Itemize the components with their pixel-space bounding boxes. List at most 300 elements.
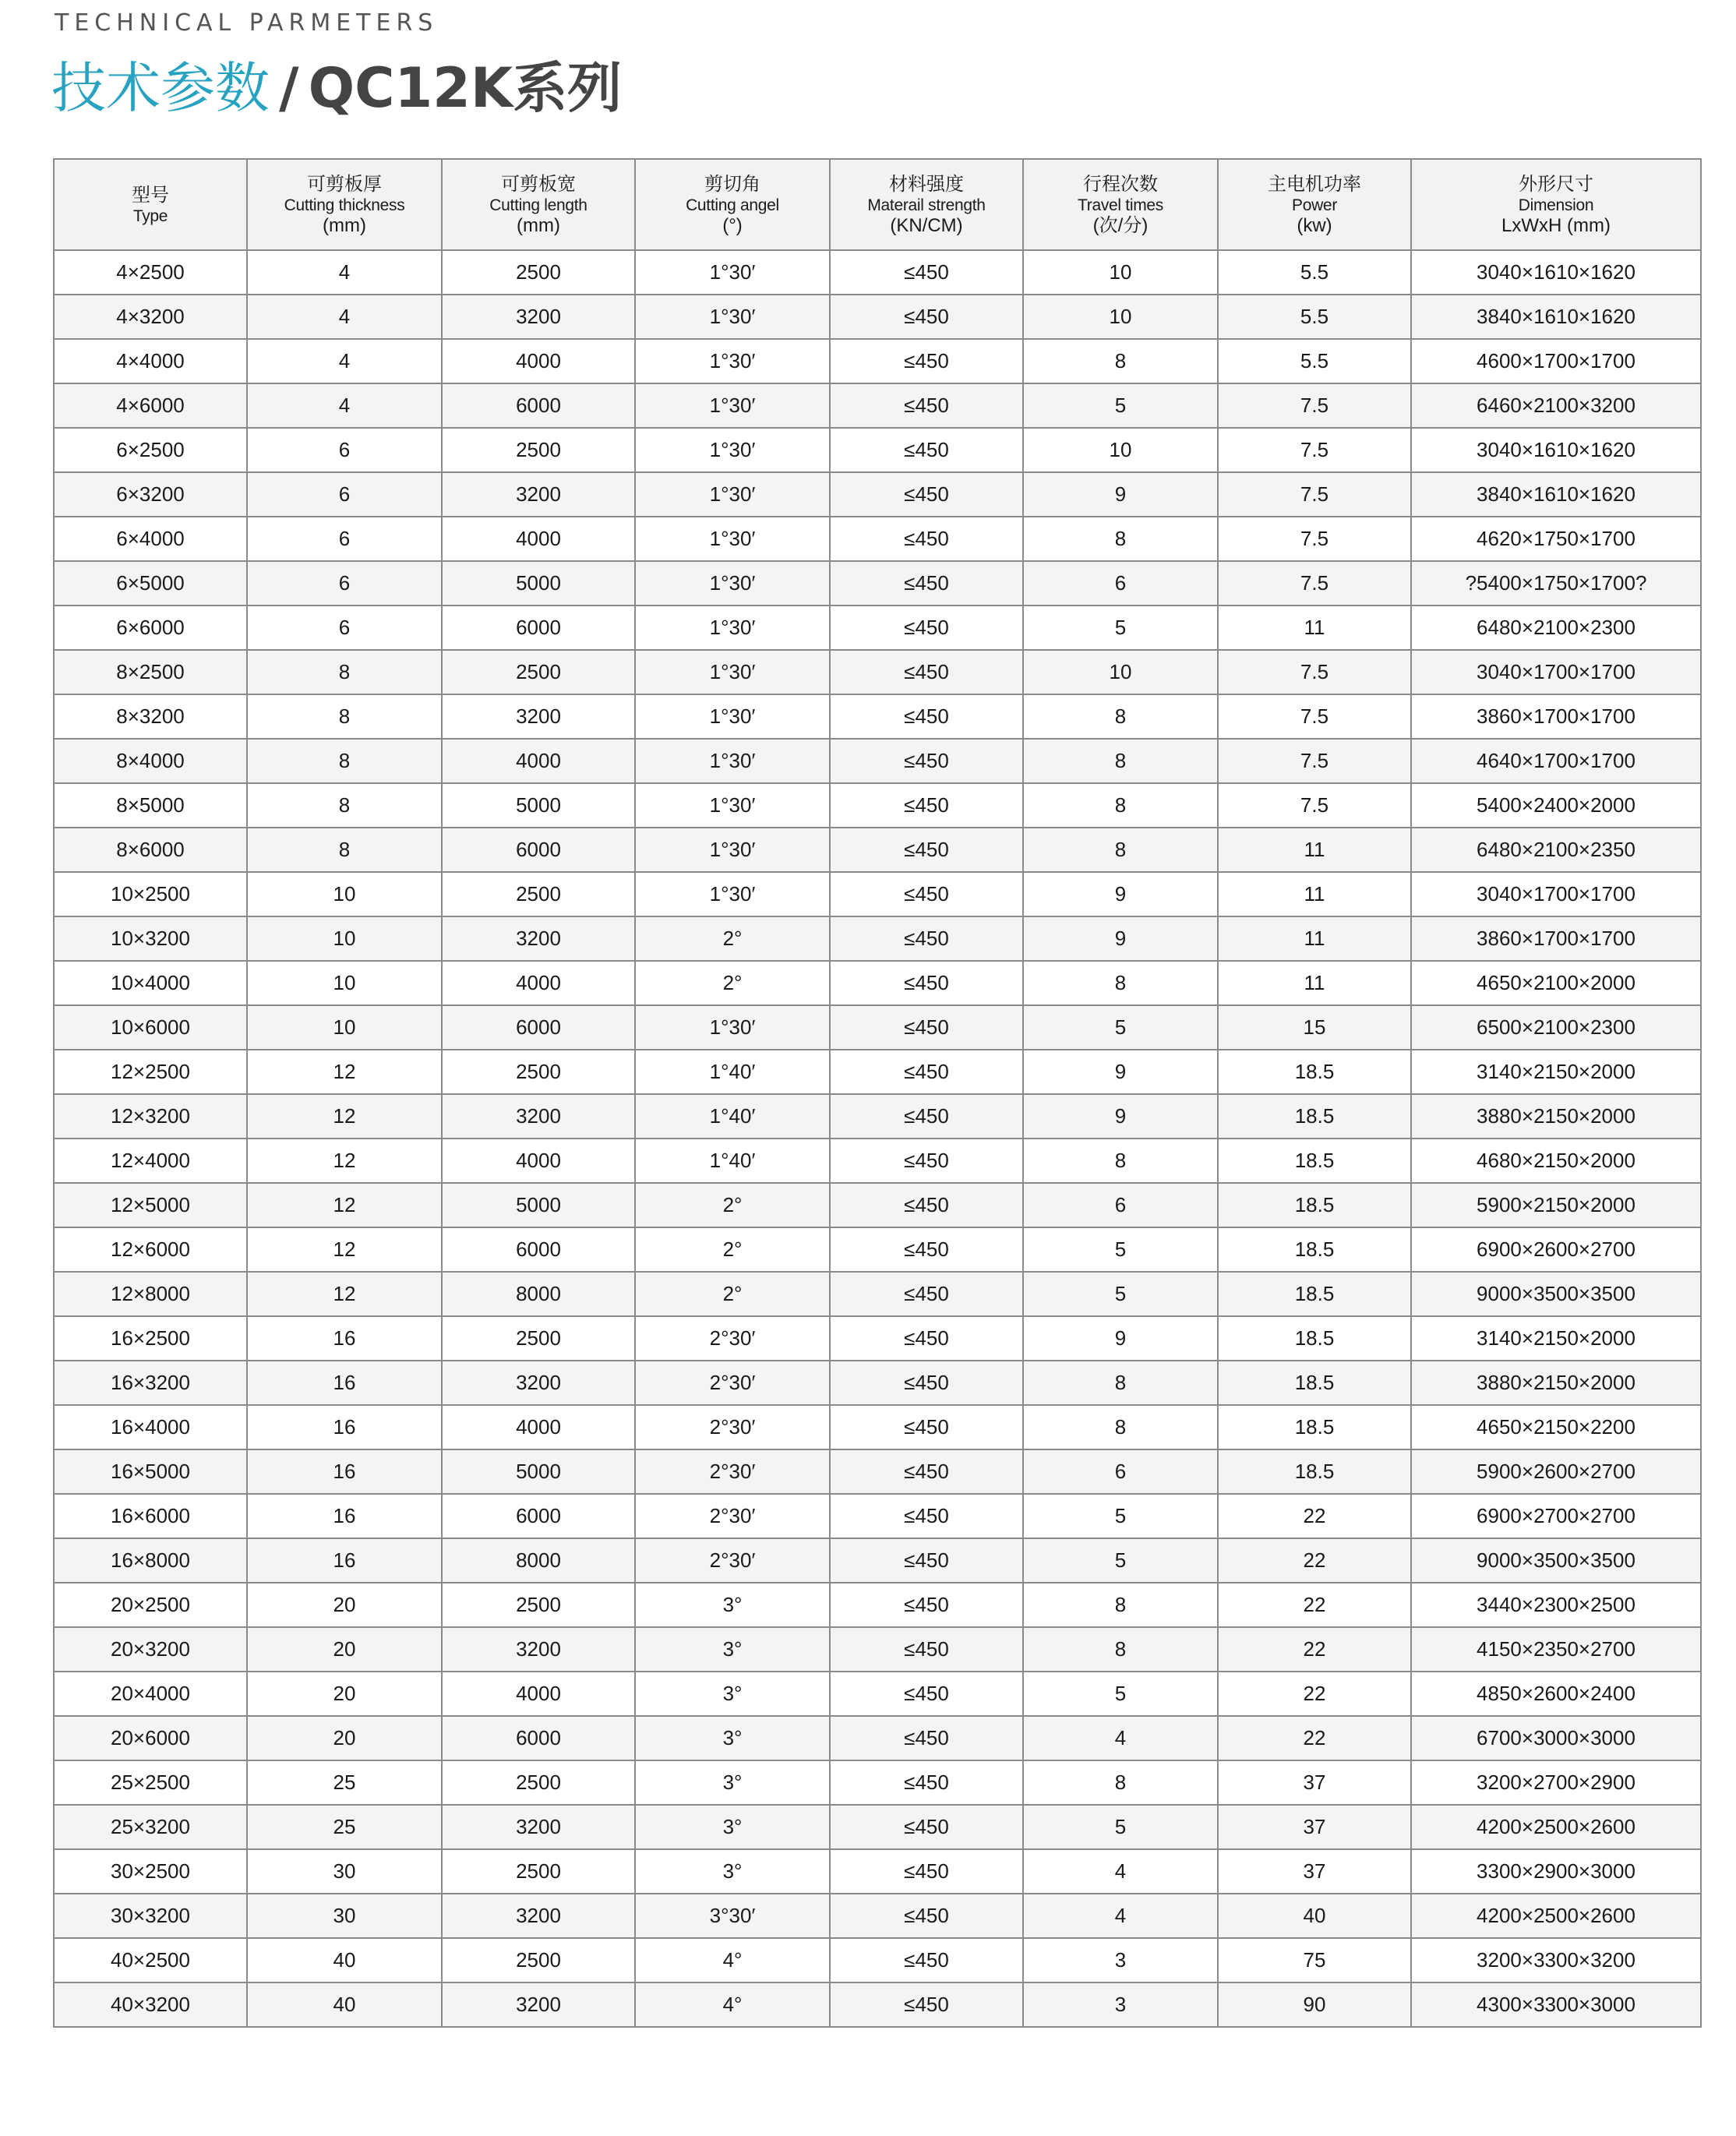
table-row xyxy=(54,1849,1701,1894)
page-title xyxy=(51,53,622,123)
table-cell: 8 xyxy=(1023,1583,1218,1627)
table-cell: 37 xyxy=(1218,1805,1411,1849)
table-cell: 1°40′ xyxy=(635,1050,830,1094)
table-cell: 10 xyxy=(247,872,442,916)
column-header-en: Materail strength xyxy=(867,196,986,214)
table-cell: 4000 xyxy=(442,739,635,783)
table-cell: 12 xyxy=(247,1050,442,1094)
table-cell: ≤450 xyxy=(830,605,1023,650)
table-cell: ≤450 xyxy=(830,650,1023,694)
title-chinese: 技术参数 xyxy=(51,56,270,120)
table-cell: ?5400×1750×1700? xyxy=(1411,561,1701,605)
table-cell: 6×4000 xyxy=(54,517,247,561)
table-cell: 18.5 xyxy=(1218,1316,1411,1361)
table-cell: 3200 xyxy=(442,472,635,517)
table-cell: 16×4000 xyxy=(54,1405,247,1449)
table-cell: 4600×1700×1700 xyxy=(1411,339,1701,383)
table-cell: 5 xyxy=(1023,1494,1218,1538)
table-cell: 2500 xyxy=(442,1760,635,1805)
table-cell: 2500 xyxy=(442,872,635,916)
table-cell: 11 xyxy=(1218,872,1411,916)
column-header-en: Travel times xyxy=(1078,196,1163,214)
table-cell: 2° xyxy=(635,961,830,1005)
table-cell: 3040×1700×1700 xyxy=(1411,650,1701,694)
table-cell: 9000×3500×3500 xyxy=(1411,1272,1701,1316)
table-cell: 4650×2150×2200 xyxy=(1411,1405,1701,1449)
table-row xyxy=(54,1494,1701,1538)
table-row xyxy=(54,694,1701,739)
table-cell: 2° xyxy=(635,1227,830,1272)
table-cell: 20 xyxy=(247,1583,442,1627)
table-cell: 4000 xyxy=(442,961,635,1005)
table-body xyxy=(54,250,1701,2027)
table-cell: 4 xyxy=(247,295,442,339)
table-cell: ≤450 xyxy=(830,1361,1023,1405)
column-header-cn: 剪切角 xyxy=(704,172,760,195)
table-cell: 6000 xyxy=(442,1005,635,1050)
table-cell: 12×5000 xyxy=(54,1183,247,1227)
table-cell: 4 xyxy=(1023,1716,1218,1760)
spec-table-container xyxy=(53,158,1700,2028)
column-header-unit: (次/分) xyxy=(1092,214,1149,236)
column-header xyxy=(54,159,247,250)
table-cell: 18.5 xyxy=(1218,1405,1411,1449)
table-cell: 8 xyxy=(1023,339,1218,383)
table-cell: 4000 xyxy=(442,1672,635,1716)
table-cell: 40 xyxy=(247,1938,442,1982)
table-cell: 20 xyxy=(247,1672,442,1716)
table-cell: 4×3200 xyxy=(54,295,247,339)
section-eyebrow: TECHNICAL PARMETERS xyxy=(55,9,439,37)
table-cell: 3200 xyxy=(442,1894,635,1938)
table-row xyxy=(54,295,1701,339)
table-cell: 5 xyxy=(1023,1805,1218,1849)
table-cell: ≤450 xyxy=(830,1050,1023,1094)
table-cell: 3840×1610×1620 xyxy=(1411,472,1701,517)
table-cell: 20×4000 xyxy=(54,1672,247,1716)
table-cell: 6460×2100×3200 xyxy=(1411,383,1701,428)
table-cell: 8 xyxy=(1023,1627,1218,1672)
table-cell: 2°30′ xyxy=(635,1316,830,1361)
table-cell: 3200 xyxy=(442,694,635,739)
table-cell: 18.5 xyxy=(1218,1272,1411,1316)
table-cell: 16×5000 xyxy=(54,1449,247,1494)
table-cell: 3200 xyxy=(442,1627,635,1672)
table-cell: 16×6000 xyxy=(54,1494,247,1538)
title-series: QC12K系列 xyxy=(308,56,623,120)
table-cell: 8 xyxy=(1023,739,1218,783)
table-cell: 12×4000 xyxy=(54,1139,247,1183)
table-cell: 10 xyxy=(1023,428,1218,472)
table-cell: 5 xyxy=(1023,1227,1218,1272)
table-cell: 18.5 xyxy=(1218,1183,1411,1227)
table-cell: 11 xyxy=(1218,916,1411,961)
table-cell: 3200 xyxy=(442,916,635,961)
column-header xyxy=(442,159,635,250)
table-cell: 3200×2700×2900 xyxy=(1411,1760,1701,1805)
table-cell: 2500 xyxy=(442,650,635,694)
table-cell: 4640×1700×1700 xyxy=(1411,739,1701,783)
table-cell: 5 xyxy=(1023,383,1218,428)
table-cell: 1°30′ xyxy=(635,295,830,339)
table-cell: 16 xyxy=(247,1494,442,1538)
table-cell: 11 xyxy=(1218,961,1411,1005)
table-cell: 1°30′ xyxy=(635,783,830,828)
table-cell: 8 xyxy=(1023,783,1218,828)
table-cell: 6×6000 xyxy=(54,605,247,650)
table-cell: ≤450 xyxy=(830,961,1023,1005)
table-cell: 7.5 xyxy=(1218,739,1411,783)
table-row xyxy=(54,339,1701,383)
table-cell: 5000 xyxy=(442,1183,635,1227)
table-cell: 5900×2600×2700 xyxy=(1411,1449,1701,1494)
table-cell: 4300×3300×3000 xyxy=(1411,1982,1701,2027)
table-cell: 1°30′ xyxy=(635,828,830,872)
column-header xyxy=(1218,159,1411,250)
table-cell: 22 xyxy=(1218,1627,1411,1672)
column-header-en: Cutting length xyxy=(489,196,587,214)
table-cell: 6 xyxy=(1023,561,1218,605)
table-cell: 3200×3300×3200 xyxy=(1411,1938,1701,1982)
table-cell: ≤450 xyxy=(830,1982,1023,2027)
table-cell: 8 xyxy=(247,828,442,872)
table-cell: 5900×2150×2000 xyxy=(1411,1183,1701,1227)
table-cell: ≤450 xyxy=(830,1894,1023,1938)
table-cell: 8 xyxy=(1023,1139,1218,1183)
table-cell: 8 xyxy=(1023,517,1218,561)
column-header-unit: (°) xyxy=(722,214,743,236)
table-cell: 2° xyxy=(635,1183,830,1227)
table-header-row xyxy=(54,159,1701,250)
table-row xyxy=(54,828,1701,872)
table-cell: 7.5 xyxy=(1218,517,1411,561)
table-cell: 40×3200 xyxy=(54,1982,247,2027)
table-cell: 8 xyxy=(247,783,442,828)
table-cell: 1°30′ xyxy=(635,694,830,739)
table-cell: 9 xyxy=(1023,472,1218,517)
table-cell: 1°30′ xyxy=(635,383,830,428)
table-cell: 6000 xyxy=(442,1227,635,1272)
table-cell: 4 xyxy=(1023,1849,1218,1894)
table-cell: 4000 xyxy=(442,339,635,383)
table-cell: ≤450 xyxy=(830,1672,1023,1716)
table-cell: 6×5000 xyxy=(54,561,247,605)
table-cell: 7.5 xyxy=(1218,783,1411,828)
table-cell: 1°40′ xyxy=(635,1094,830,1139)
table-cell: 10×6000 xyxy=(54,1005,247,1050)
table-cell: 6 xyxy=(247,472,442,517)
table-cell: 20 xyxy=(247,1627,442,1672)
table-cell: 6×3200 xyxy=(54,472,247,517)
table-cell: 5 xyxy=(1023,1672,1218,1716)
table-cell: 4680×2150×2000 xyxy=(1411,1139,1701,1183)
table-cell: 6480×2100×2300 xyxy=(1411,605,1701,650)
table-cell: ≤450 xyxy=(830,428,1023,472)
table-cell: 2500 xyxy=(442,1938,635,1982)
table-cell: 16×3200 xyxy=(54,1361,247,1405)
table-cell: 4° xyxy=(635,1982,830,2027)
table-cell: 1°30′ xyxy=(635,1005,830,1050)
table-cell: ≤450 xyxy=(830,1139,1023,1183)
table-cell: 2500 xyxy=(442,1849,635,1894)
table-cell: 16 xyxy=(247,1405,442,1449)
table-cell: ≤450 xyxy=(830,295,1023,339)
table-cell: 22 xyxy=(1218,1672,1411,1716)
column-header-cn: 外形尺寸 xyxy=(1519,172,1593,195)
table-cell: 4000 xyxy=(442,1139,635,1183)
table-cell: 1°30′ xyxy=(635,339,830,383)
table-cell: 3300×2900×3000 xyxy=(1411,1849,1701,1894)
table-cell: 16 xyxy=(247,1361,442,1405)
table-cell: ≤450 xyxy=(830,1849,1023,1894)
table-cell: 16 xyxy=(247,1449,442,1494)
table-row xyxy=(54,1139,1701,1183)
table-cell: 3040×1610×1620 xyxy=(1411,250,1701,295)
table-cell: 1°30′ xyxy=(635,872,830,916)
table-cell: 1°30′ xyxy=(635,650,830,694)
table-cell: 4620×1750×1700 xyxy=(1411,517,1701,561)
table-cell: 4650×2100×2000 xyxy=(1411,961,1701,1005)
table-cell: 1°30′ xyxy=(635,517,830,561)
table-cell: 8 xyxy=(247,739,442,783)
table-cell: 4200×2500×2600 xyxy=(1411,1894,1701,1938)
table-row xyxy=(54,605,1701,650)
column-header-cn: 主电机功率 xyxy=(1268,172,1361,195)
table-cell: 18.5 xyxy=(1218,1094,1411,1139)
table-cell: 22 xyxy=(1218,1583,1411,1627)
table-cell: 8 xyxy=(247,694,442,739)
table-cell: ≤450 xyxy=(830,1716,1023,1760)
table-cell: 2°30′ xyxy=(635,1538,830,1583)
table-cell: 10 xyxy=(1023,250,1218,295)
table-cell: 3040×1700×1700 xyxy=(1411,872,1701,916)
table-cell: 2°30′ xyxy=(635,1405,830,1449)
table-row xyxy=(54,1716,1701,1760)
table-cell: 20×2500 xyxy=(54,1583,247,1627)
column-header-unit: (mm) xyxy=(323,214,366,236)
table-cell: ≤450 xyxy=(830,561,1023,605)
table-cell: 9 xyxy=(1023,1050,1218,1094)
table-row xyxy=(54,1894,1701,1938)
table-cell: 11 xyxy=(1218,605,1411,650)
table-cell: 12 xyxy=(247,1094,442,1139)
table-cell: 18.5 xyxy=(1218,1227,1411,1272)
table-row xyxy=(54,739,1701,783)
table-cell: 6000 xyxy=(442,1494,635,1538)
column-header xyxy=(1023,159,1218,250)
table-cell: ≤450 xyxy=(830,872,1023,916)
table-cell: 4×6000 xyxy=(54,383,247,428)
table-cell: 30×3200 xyxy=(54,1894,247,1938)
table-cell: 8 xyxy=(247,650,442,694)
table-cell: 5.5 xyxy=(1218,295,1411,339)
table-cell: 9 xyxy=(1023,872,1218,916)
table-cell: 3 xyxy=(1023,1938,1218,1982)
table-cell: ≤450 xyxy=(830,472,1023,517)
table-row xyxy=(54,1805,1701,1849)
table-cell: 25×2500 xyxy=(54,1760,247,1805)
table-cell: ≤450 xyxy=(830,1449,1023,1494)
table-cell: 2500 xyxy=(442,428,635,472)
title-separator: / xyxy=(279,56,299,120)
column-header-unit: LxWxH (mm) xyxy=(1501,214,1611,236)
table-cell: 10×4000 xyxy=(54,961,247,1005)
table-cell: 6 xyxy=(247,605,442,650)
table-cell: 40 xyxy=(247,1982,442,2027)
table-cell: 2500 xyxy=(442,250,635,295)
column-header-unit: (kw) xyxy=(1297,214,1332,236)
table-cell: 10 xyxy=(247,961,442,1005)
table-cell: ≤450 xyxy=(830,1627,1023,1672)
table-cell: 12 xyxy=(247,1183,442,1227)
table-cell: 8 xyxy=(1023,694,1218,739)
table-cell: 5.5 xyxy=(1218,250,1411,295)
table-cell: 3° xyxy=(635,1672,830,1716)
table-cell: 16×2500 xyxy=(54,1316,247,1361)
table-row xyxy=(54,1094,1701,1139)
table-cell: 2500 xyxy=(442,1316,635,1361)
table-cell: 12×6000 xyxy=(54,1227,247,1272)
table-row xyxy=(54,383,1701,428)
column-header-cn: 型号 xyxy=(132,183,169,206)
table-cell: 12 xyxy=(247,1227,442,1272)
table-cell: 20×6000 xyxy=(54,1716,247,1760)
table-cell: 16×8000 xyxy=(54,1538,247,1583)
table-row xyxy=(54,1005,1701,1050)
table-cell: 10 xyxy=(247,916,442,961)
table-cell: 20×3200 xyxy=(54,1627,247,1672)
table-row xyxy=(54,1938,1701,1982)
table-cell: 3° xyxy=(635,1716,830,1760)
table-cell: 6000 xyxy=(442,828,635,872)
table-cell: ≤450 xyxy=(830,250,1023,295)
table-cell: 30 xyxy=(247,1894,442,1938)
table-row xyxy=(54,1760,1701,1805)
table-cell: 3860×1700×1700 xyxy=(1411,694,1701,739)
table-cell: 18.5 xyxy=(1218,1449,1411,1494)
table-cell: 8×5000 xyxy=(54,783,247,828)
table-cell: 4 xyxy=(1023,1894,1218,1938)
table-cell: ≤450 xyxy=(830,1583,1023,1627)
table-cell: 9 xyxy=(1023,916,1218,961)
table-cell: 18.5 xyxy=(1218,1139,1411,1183)
table-cell: ≤450 xyxy=(830,1094,1023,1139)
table-cell: 30×2500 xyxy=(54,1849,247,1894)
table-cell: 7.5 xyxy=(1218,472,1411,517)
table-row xyxy=(54,961,1701,1005)
table-cell: 8 xyxy=(1023,828,1218,872)
table-cell: 6000 xyxy=(442,383,635,428)
table-row xyxy=(54,1361,1701,1405)
table-cell: 6×2500 xyxy=(54,428,247,472)
column-header-en: Dimension xyxy=(1518,196,1594,214)
table-cell: 7.5 xyxy=(1218,561,1411,605)
table-cell: 4 xyxy=(247,339,442,383)
table-cell: ≤450 xyxy=(830,1227,1023,1272)
table-cell: 8 xyxy=(1023,1760,1218,1805)
table-cell: 4° xyxy=(635,1938,830,1982)
table-cell: 4 xyxy=(247,383,442,428)
column-header-en: Type xyxy=(132,207,168,225)
table-row xyxy=(54,1405,1701,1449)
table-cell: ≤450 xyxy=(830,1805,1023,1849)
table-cell: 6000 xyxy=(442,1716,635,1760)
table-cell: 3° xyxy=(635,1760,830,1805)
table-cell: 6500×2100×2300 xyxy=(1411,1005,1701,1050)
column-header xyxy=(1411,159,1701,250)
table-cell: 3880×2150×2000 xyxy=(1411,1094,1701,1139)
table-cell: ≤450 xyxy=(830,916,1023,961)
table-cell: 10 xyxy=(247,1005,442,1050)
table-cell: 3200 xyxy=(442,1094,635,1139)
table-cell: 8 xyxy=(1023,1405,1218,1449)
table-cell: 1°40′ xyxy=(635,1139,830,1183)
table-cell: 4 xyxy=(247,250,442,295)
column-header-en: Cutting angel xyxy=(686,196,779,214)
table-row xyxy=(54,250,1701,295)
table-cell: 10 xyxy=(1023,650,1218,694)
table-cell: 25 xyxy=(247,1760,442,1805)
table-row xyxy=(54,428,1701,472)
table-row xyxy=(54,561,1701,605)
table-cell: 12 xyxy=(247,1272,442,1316)
table-cell: 8×2500 xyxy=(54,650,247,694)
table-cell: 3840×1610×1620 xyxy=(1411,295,1701,339)
table-row xyxy=(54,1183,1701,1227)
table-cell: 12 xyxy=(247,1139,442,1183)
table-row xyxy=(54,1538,1701,1583)
table-cell: 25×3200 xyxy=(54,1805,247,1849)
table-cell: 18.5 xyxy=(1218,1361,1411,1405)
column-header-cn: 材料强度 xyxy=(889,172,964,195)
column-header-unit: (KN/CM) xyxy=(890,214,963,236)
table-cell: ≤450 xyxy=(830,1760,1023,1805)
table-cell: 3200 xyxy=(442,295,635,339)
table-cell: ≤450 xyxy=(830,1183,1023,1227)
table-cell: ≤450 xyxy=(830,1538,1023,1583)
table-cell: 40×2500 xyxy=(54,1938,247,1982)
spec-table xyxy=(53,158,1702,2028)
table-cell: ≤450 xyxy=(830,694,1023,739)
table-cell: 1°30′ xyxy=(635,428,830,472)
table-cell: 12×2500 xyxy=(54,1050,247,1094)
column-header-cn: 行程次数 xyxy=(1083,172,1158,195)
table-cell: 20 xyxy=(247,1716,442,1760)
table-cell: 16 xyxy=(247,1316,442,1361)
table-cell: 6 xyxy=(1023,1449,1218,1494)
table-cell: 8000 xyxy=(442,1272,635,1316)
table-row xyxy=(54,1227,1701,1272)
table-cell: 4×2500 xyxy=(54,250,247,295)
table-cell: 3° xyxy=(635,1583,830,1627)
table-cell: 9000×3500×3500 xyxy=(1411,1538,1701,1583)
table-cell: 1°30′ xyxy=(635,605,830,650)
table-cell: 4×4000 xyxy=(54,339,247,383)
column-header xyxy=(635,159,830,250)
table-cell: 8 xyxy=(1023,961,1218,1005)
table-cell: 16 xyxy=(247,1538,442,1583)
table-row xyxy=(54,1449,1701,1494)
table-cell: ≤450 xyxy=(830,339,1023,383)
table-cell: 8 xyxy=(1023,1361,1218,1405)
table-cell: 7.5 xyxy=(1218,428,1411,472)
table-cell: 2500 xyxy=(442,1050,635,1094)
table-cell: ≤450 xyxy=(830,1494,1023,1538)
table-cell: 37 xyxy=(1218,1760,1411,1805)
table-row xyxy=(54,916,1701,961)
table-cell: 5000 xyxy=(442,561,635,605)
table-cell: 3° xyxy=(635,1849,830,1894)
